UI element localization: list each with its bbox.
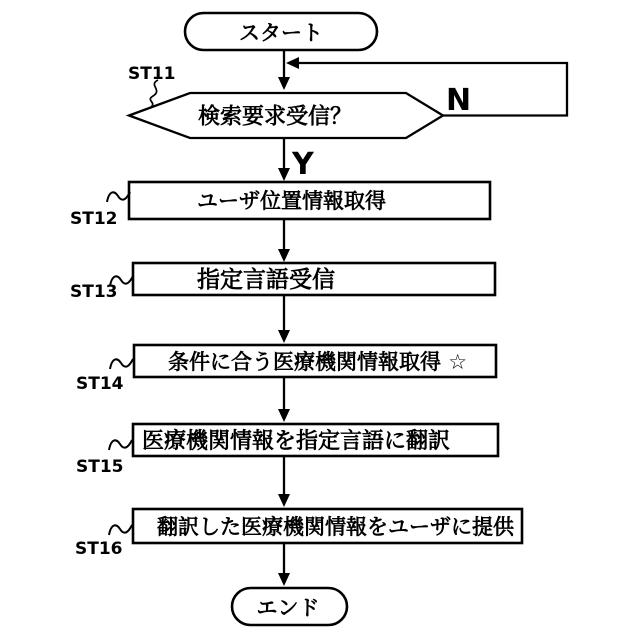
process-label-st16: 翻訳した医療機関情報をユーザに提供 [157,515,514,539]
lead-squiggle-st15 [109,440,132,450]
step-ref-st14: ST14 [76,374,124,394]
lead-squiggle-st12 [107,192,130,202]
arrowhead-into-st13 [278,249,290,262]
arrowhead-into-st16 [278,494,290,507]
arrowhead-into-st14 [278,330,290,343]
step-ref-st16: ST16 [75,539,123,559]
arrowhead-no-loop [286,57,299,69]
lead-squiggle-st14 [110,359,133,369]
arrowhead-into-decision [278,77,290,90]
decision-label: 検索要求受信？ [197,104,353,130]
arrowhead-into-st12 [278,168,290,181]
step-ref-st12: ST12 [70,209,118,229]
arrowhead-into-st15 [278,409,290,422]
step-ref-st11: ST11 [128,64,176,84]
process-label-st15: 医療機関情報を指定言語に翻訳 [142,429,451,454]
arrowhead-into-end [278,573,290,586]
process-label-st13: 指定言語受信 [197,267,335,293]
branch-label-no: N [446,83,472,118]
end-label: エンド [256,596,320,620]
lead-squiggle-st11 [150,80,158,108]
step-ref-st15: ST15 [76,457,124,477]
branch-label-yes: Y [292,147,314,182]
step-ref-st13: ST13 [70,282,118,302]
process-label-st12: ユーザ位置情報取得 [197,189,386,213]
lead-squiggle-st16 [109,525,132,535]
process-label-st14: 条件に合う医療機関情報取得 ☆ [168,350,468,374]
start-label: スタート [239,21,323,45]
